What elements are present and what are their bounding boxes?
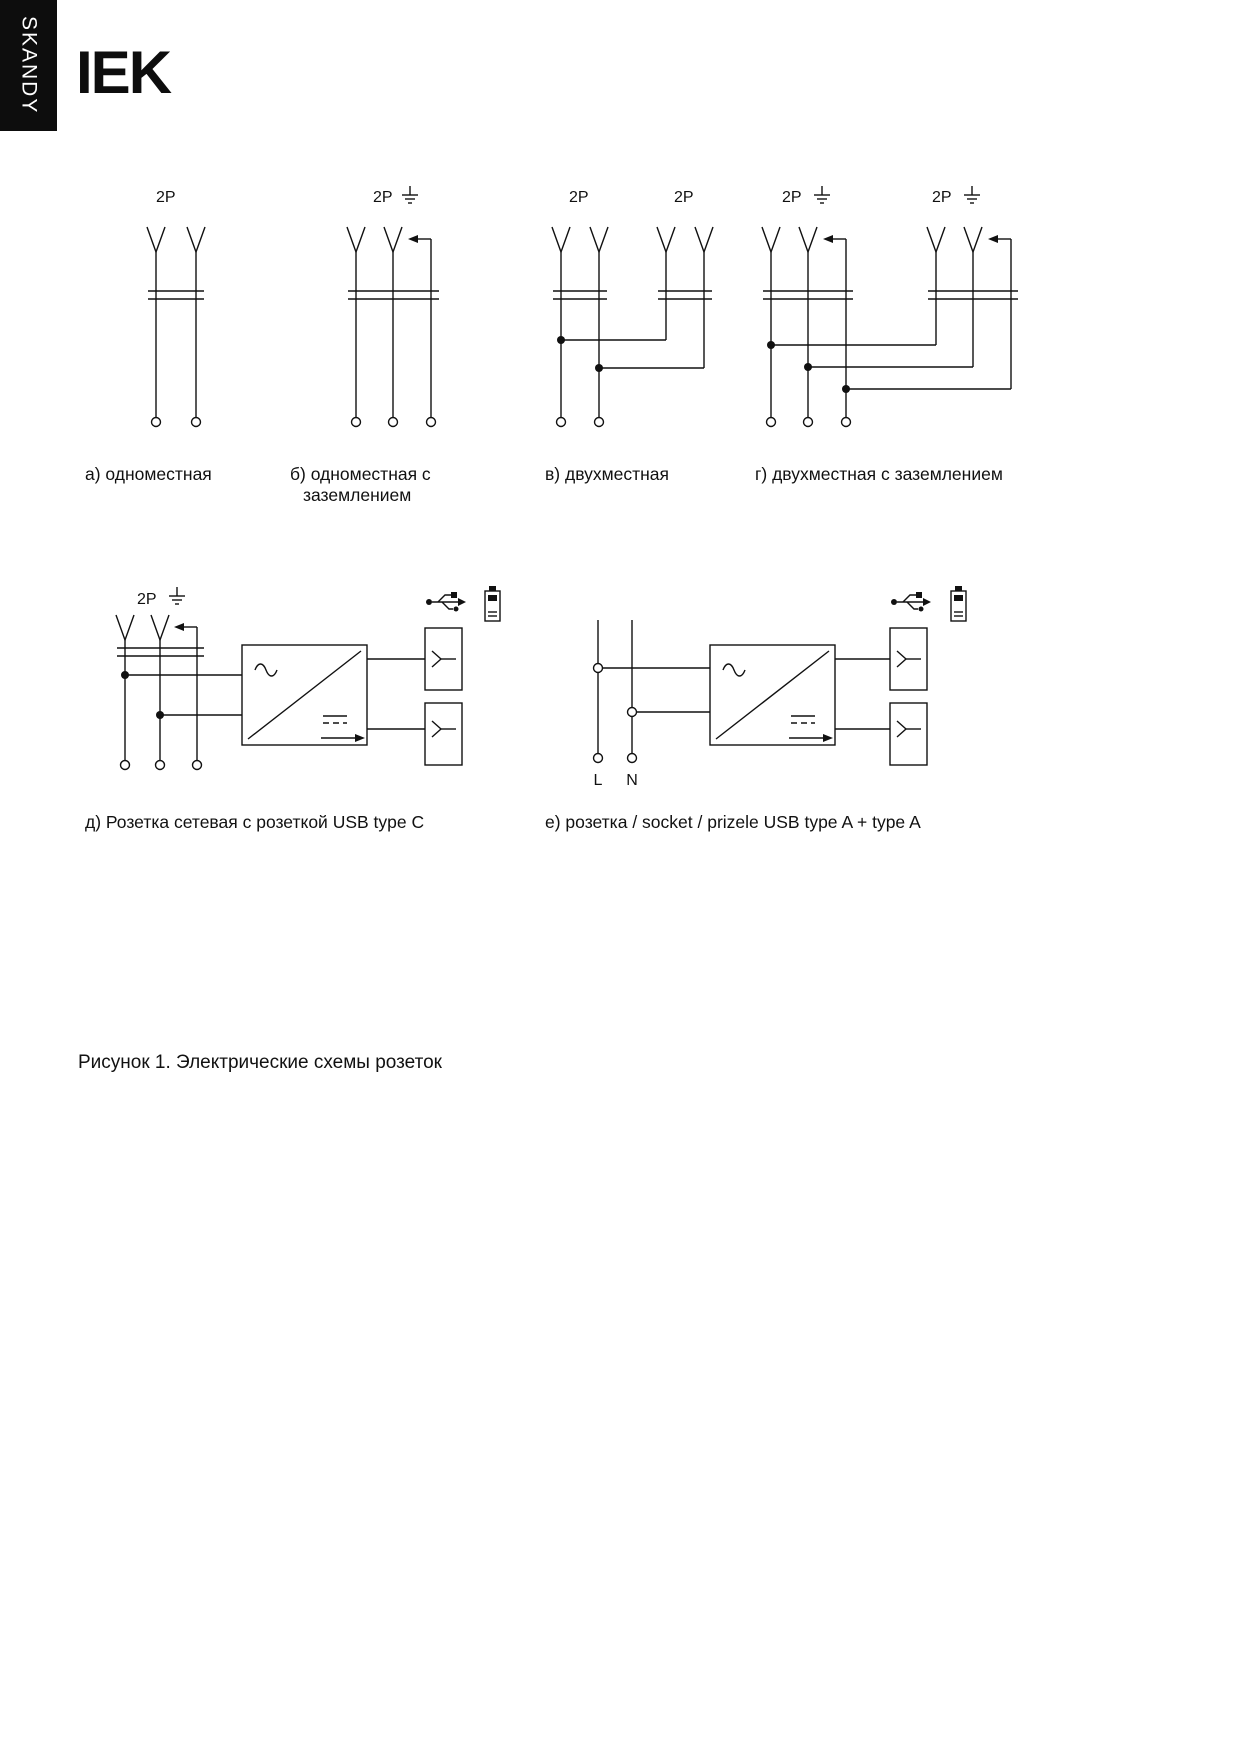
usb-outlet-1 (425, 628, 462, 690)
junction-dot (595, 364, 603, 372)
battery-icon (951, 586, 966, 621)
diagram-single-socket-grounded (340, 182, 490, 432)
terminals (152, 418, 201, 427)
earth-contact-arrow (408, 235, 431, 417)
contact-forks (147, 227, 205, 252)
caption-b-line2: заземлением (303, 485, 412, 505)
terminals (767, 418, 851, 427)
earth-contact-arrow-right (988, 235, 1011, 389)
terminals (557, 418, 604, 427)
contact-forks (762, 227, 982, 252)
label-2p: 2P (137, 591, 157, 608)
series-tab (0, 0, 57, 131)
terminals (352, 418, 436, 427)
junction-dot (121, 671, 129, 679)
junction-dot (156, 711, 164, 719)
caption-b-line1: б) одноместная с (290, 464, 431, 484)
caption-b (290, 464, 431, 506)
tap-terminal (628, 708, 637, 717)
junction-dot (767, 341, 775, 349)
series-name: SKANDY (17, 16, 41, 115)
usb-icon (891, 592, 931, 612)
terminals (121, 761, 202, 770)
caption-v: в) двухместная (545, 464, 670, 484)
junction-dot (804, 363, 812, 371)
diagram-single-socket (120, 182, 240, 432)
contact-forks (552, 227, 713, 252)
diagram-double-socket (540, 182, 740, 432)
label-line: L (593, 772, 603, 789)
label-2p: 2P (373, 189, 393, 206)
usb-outlet-2 (425, 703, 462, 765)
usb-outlet-1 (890, 628, 927, 690)
figure-caption: Рисунок 1. Электрические схемы розеток (78, 1052, 442, 1073)
diagram-double-socket-grounded (752, 182, 1042, 432)
junction-dot (557, 336, 565, 344)
ground-icon (964, 186, 980, 203)
contact-forks (347, 227, 402, 252)
acdc-converter (242, 645, 367, 745)
ground-icon (169, 587, 185, 604)
usb-icon (426, 592, 466, 612)
diagram-socket-usb-a (545, 578, 985, 790)
label-2p-left: 2P (782, 189, 802, 206)
label-2p-right: 2P (674, 189, 694, 206)
label-2p-left: 2P (569, 189, 589, 206)
earth-contact-arrow (174, 623, 197, 760)
caption-d: д) Розетка сетевая с розеткой USB type C (85, 812, 425, 832)
junction-dot (842, 385, 850, 393)
label-neutral: N (626, 772, 638, 789)
terminals (594, 754, 637, 763)
diagram-socket-usb-c (85, 578, 515, 790)
iek-logo: IEK (76, 39, 171, 106)
label-2p-right: 2P (932, 189, 952, 206)
tap-terminal (594, 664, 603, 673)
label-2p: 2P (156, 189, 176, 206)
contact-forks (116, 615, 169, 640)
caption-e: е) розетка / socket / prizele USB type A + type A (545, 812, 921, 832)
ground-icon (814, 186, 830, 203)
caption-g: г) двухместная с заземлением (755, 464, 1003, 484)
usb-outlet-2 (890, 703, 927, 765)
ground-icon (402, 186, 418, 203)
caption-a: а) одноместная (85, 464, 212, 484)
battery-icon (485, 586, 500, 621)
acdc-converter (710, 645, 835, 745)
